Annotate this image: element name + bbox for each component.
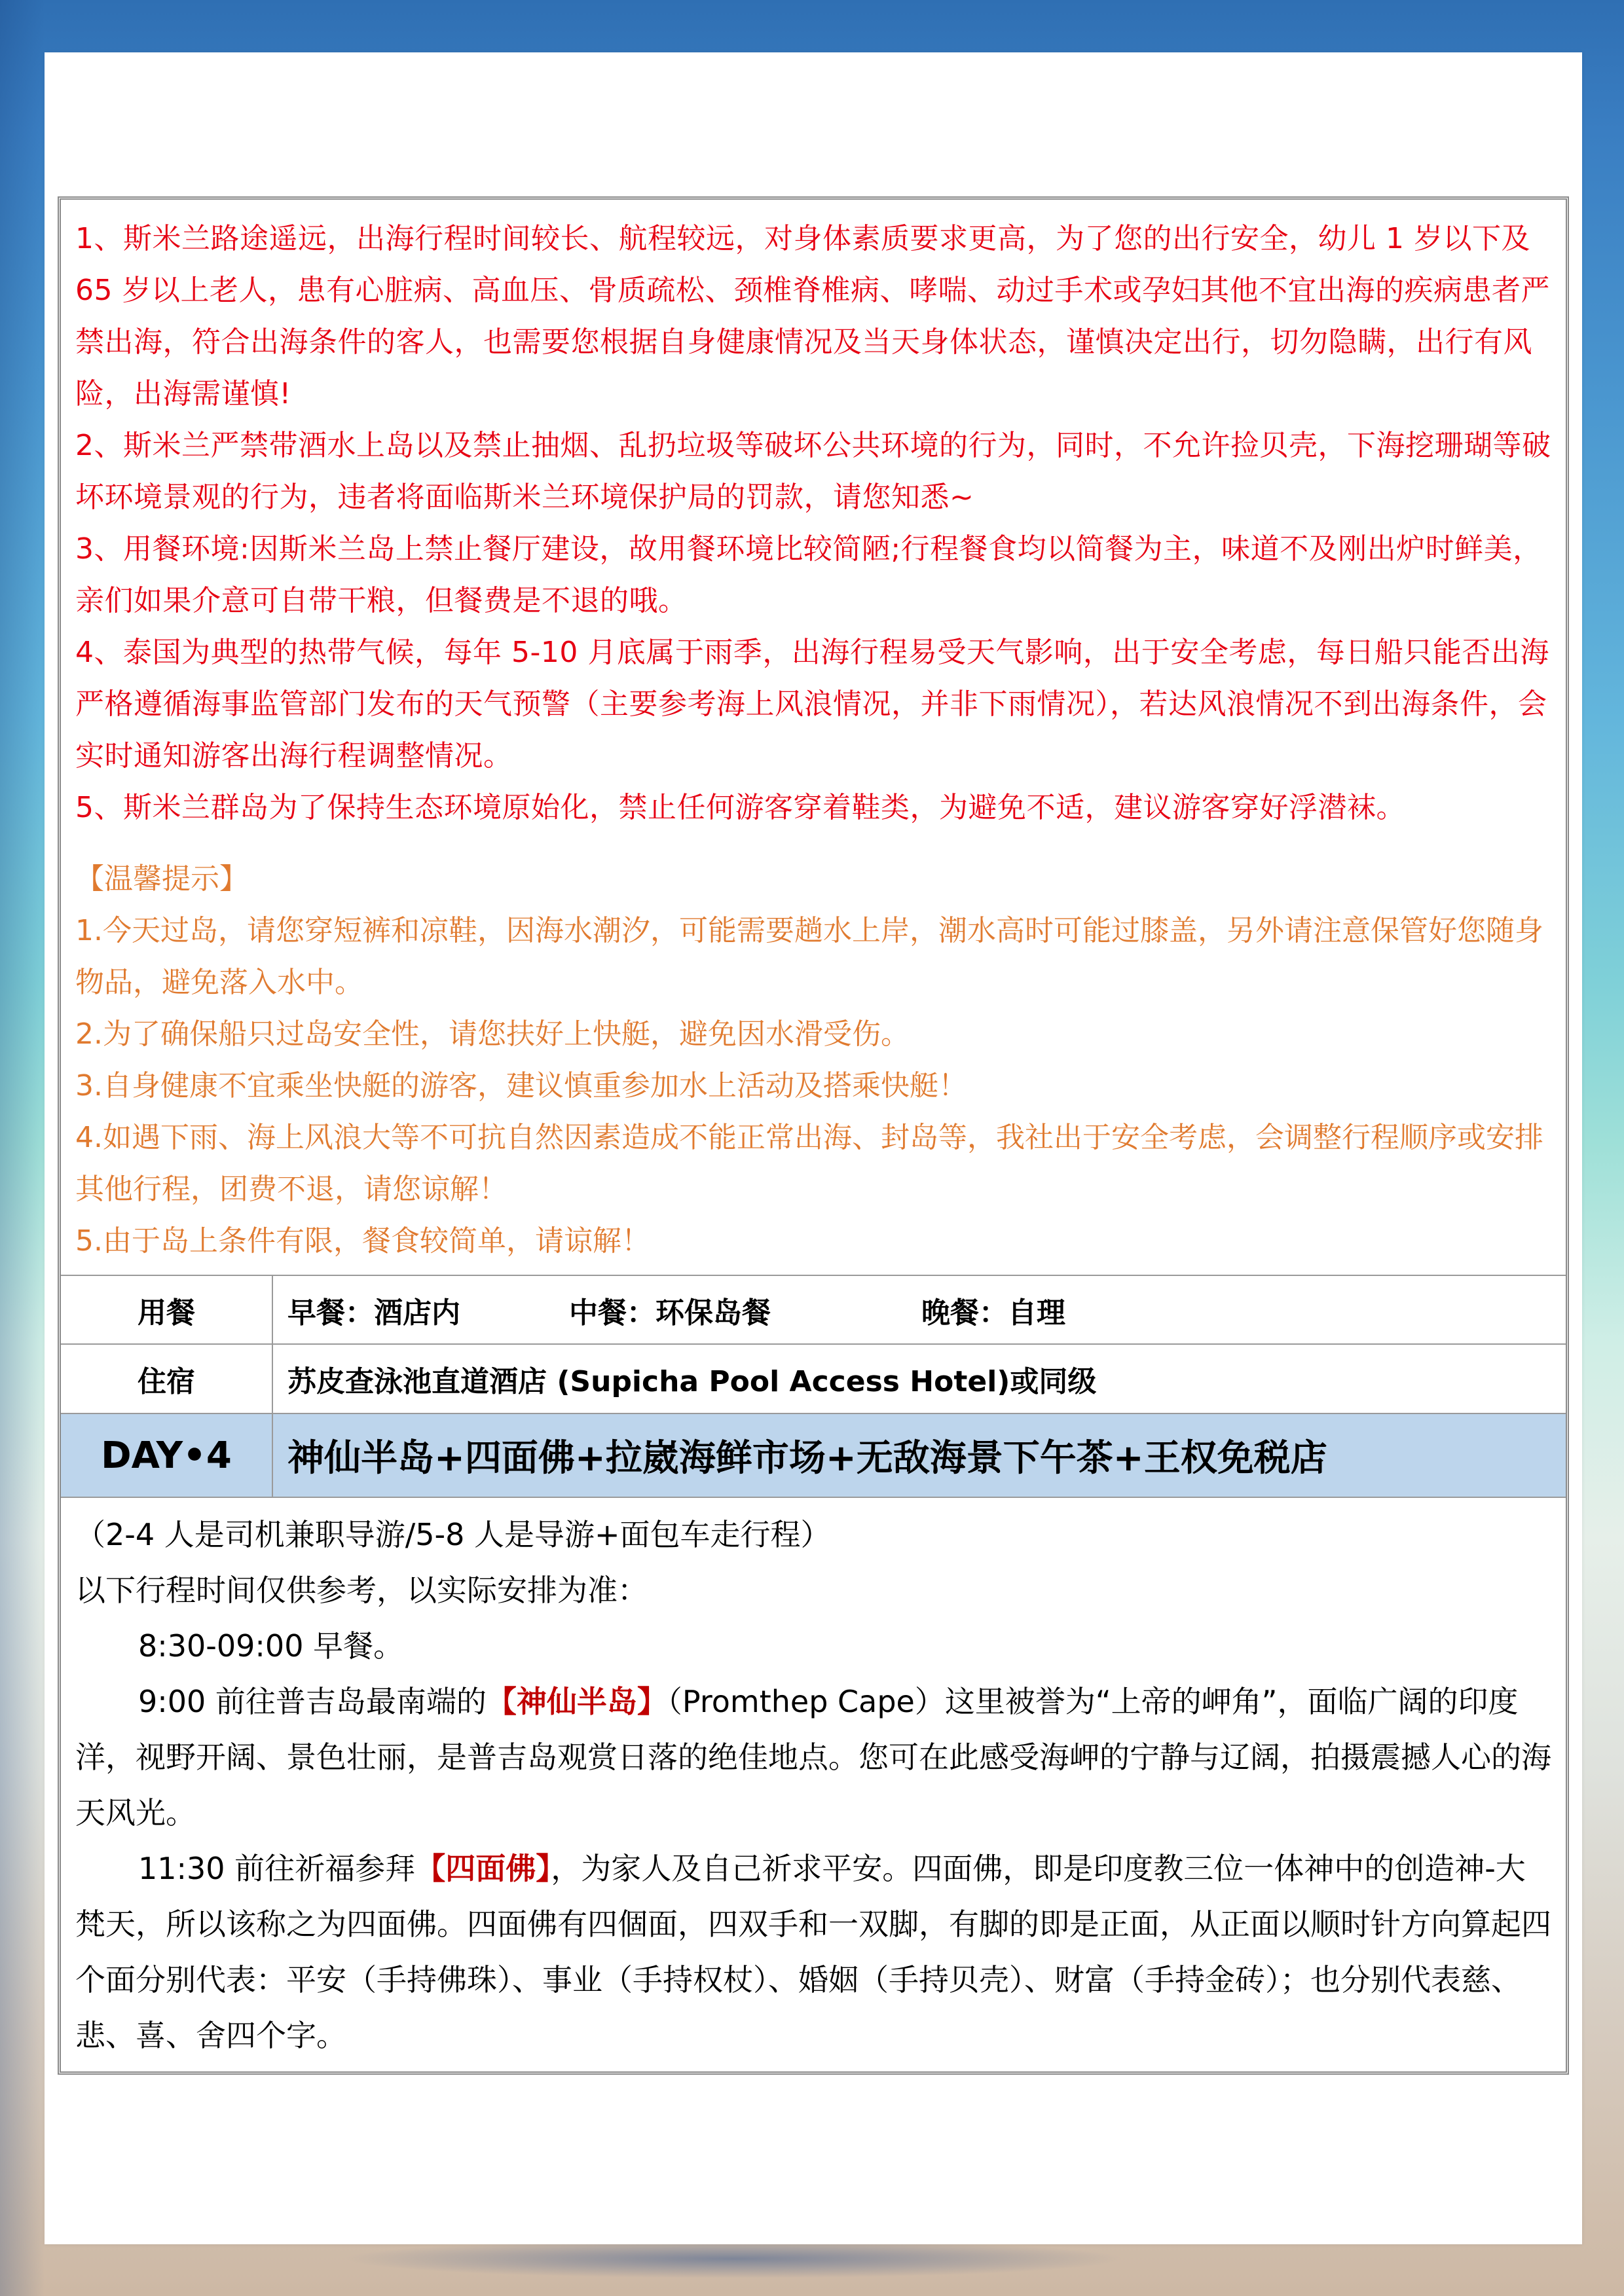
notice-item: 1、斯米兰路途遥远，出海行程时间较长、航程较远，对身体素质要求更高，为了您的出行安全，幼儿 1 岁以下及 65 岁以上老人，患有心脏病、高血压、骨质疏松、颈椎脊椎病、哮喘、动过手术或孕妇其他不宜出海的疾病患者严禁出海，符合出海条件的客人，也需要您根据自身健康情况及当天身体状态，谨慎决定出行，切勿隐瞒，出行有风险，出海需谨慎! bbox=[75, 222, 1550, 410]
background-wave bbox=[341, 2239, 1126, 2278]
notice-item: 2、斯米兰严禁带酒水上岛以及禁止抽烟、乱扔垃圾等破坏公共环境的行为，同时，不允许捡贝壳，下海挖珊瑚等破坏环境景观的行为，违者将面临斯米兰环境保护局的罚款，请您知悉~ bbox=[75, 429, 1551, 514]
tip-item: 5.由于岛上条件有限，餐食较简单，请谅解！ bbox=[75, 1224, 650, 1258]
meals-label: 用餐 bbox=[61, 1276, 273, 1343]
background-photo-edge bbox=[0, 0, 45, 2296]
meals-row bbox=[61, 1275, 1566, 1343]
itinerary-table bbox=[58, 196, 1569, 2075]
lunch-info: 中餐：环保岛餐 bbox=[569, 1296, 771, 1330]
notice-item: 3、用餐环境:因斯米兰岛上禁止餐厅建设，故用餐环境比较简陋;行程餐食均以简餐为主，味道不及刚出炉时鲜美，亲们如果介意可自带干粮，但餐费是不退的哦。 bbox=[75, 532, 1542, 617]
meals-value bbox=[273, 1276, 1566, 1343]
tip-item: 3.自身健康不宜乘坐快艇的游客，建议慎重参加水上活动及搭乘快艇！ bbox=[75, 1069, 967, 1102]
warm-tips bbox=[61, 853, 1566, 1275]
day-title: 神仙半岛+四面佛+拉崴海鲜市场+无敌海景下午茶+王权免税店 bbox=[287, 1437, 1327, 1480]
day-label: DAY•4 bbox=[61, 1414, 273, 1497]
lodging-row bbox=[61, 1343, 1566, 1413]
group-note: （2-4 人是司机兼职导游/5-8 人是导游+面包车走行程） bbox=[75, 1517, 831, 1552]
tips-title: 【温馨提示】 bbox=[75, 862, 248, 896]
safety-notices bbox=[61, 200, 1566, 845]
tip-item: 1.今天过岛，请您穿短裤和凉鞋，因海水潮汐，可能需要趟水上岸，潮水高时可能过膝盖，另外请注意保管好您随身物品，避免落入水中。 bbox=[75, 914, 1543, 999]
schedule-promthep-cape bbox=[75, 1674, 1553, 1841]
tip-item: 4.如遇下雨、海上风浪大等不可抗自然因素造成不能正常出海、封岛等，我社出于安全考虑，会调整行程顺序或安排其他行程，团费不退，请您谅解！ bbox=[75, 1121, 1543, 1206]
itinerary-body bbox=[61, 1497, 1566, 2071]
schedule-text: 9:00 前往普吉岛最南端的 bbox=[138, 1684, 487, 1719]
schedule-text: ，为家人及自己祈求平安。四面佛，即是印度教三位一体神中的创造神-大梵天，所以该称之为四面佛。四面佛有四個面，四双手和一双脚，有脚的即是正面，从正面以顺时针方向算起四个面分别代表：平安（手持佛珠）、事业（手持权杖）、婚姻（手持贝壳）、财富（手持金砖）；也分别代表慈、悲、喜、舍四个字。 bbox=[75, 1851, 1551, 2053]
attraction-highlight: 【神仙半岛】 bbox=[486, 1684, 667, 1719]
breakfast-schedule: 8:30-09:00 早餐。 bbox=[138, 1628, 404, 1664]
attraction-highlight: 【四面佛】 bbox=[415, 1851, 551, 1886]
lodging-label: 住宿 bbox=[61, 1345, 273, 1413]
notice-item: 4、泰国为典型的热带气候，每年 5-10 月底属于雨季，出海行程易受天气影响，出于安全考虑，每日船只能否出海严格遵循海事监管部门发布的天气预警（主要参考海上风浪情况，并非下雨情况），若达风浪情况不到出海条件，会实时通知游客出海行程调整情况。 bbox=[75, 636, 1549, 773]
time-disclaimer: 以下行程时间仅供参考，以实际安排为准： bbox=[75, 1573, 648, 1608]
schedule-text: 11:30 前往祈福参拜 bbox=[138, 1851, 416, 1886]
breakfast-info: 早餐：酒店内 bbox=[287, 1296, 460, 1330]
dinner-info: 晚餐：自理 bbox=[921, 1296, 1065, 1330]
schedule-four-faced-buddha bbox=[75, 1841, 1553, 2064]
day-header-row bbox=[61, 1413, 1566, 1497]
notice-item: 5、斯米兰群岛为了保持生态环境原始化，禁止任何游客穿着鞋类，为避免不适，建议游客穿好浮潜袜。 bbox=[75, 791, 1405, 824]
document-page bbox=[45, 52, 1582, 2244]
tip-item: 2.为了确保船只过岛安全性，请您扶好上快艇，避免因水滑受伤。 bbox=[75, 1017, 910, 1051]
lodging-value: 苏皮查泳池直道酒店 (Supicha Pool Access Hotel)或同级 bbox=[287, 1365, 1097, 1398]
schedule-text: （Promthep Cape）这里被誉为“上帝的岬角”，面临广阔的印度洋，视野开阔、景色壮丽，是普吉岛观赏日落的绝佳地点。您可在此感受海岬的宁静与辽阔，拍摄震撼人心的海天风光。 bbox=[75, 1684, 1551, 1831]
